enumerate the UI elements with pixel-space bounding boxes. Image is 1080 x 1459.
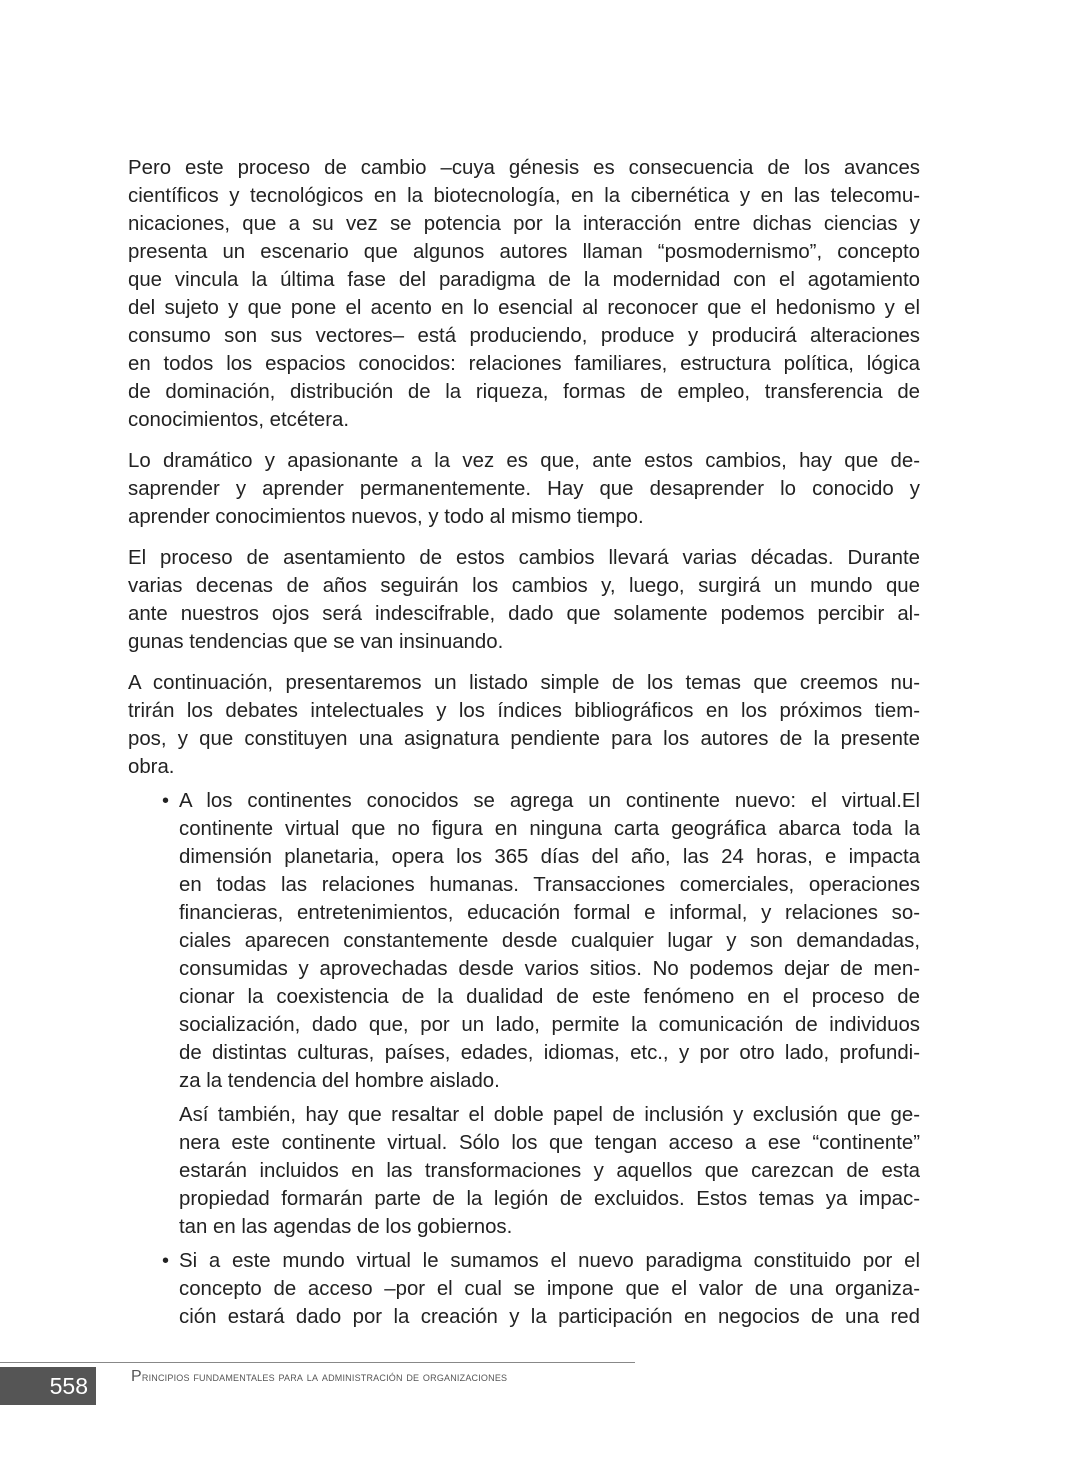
text-line: nicaciones, que a su vez se potencia por la interacción entre dichas ciencias y bbox=[128, 213, 920, 235]
bullet-icon: • bbox=[162, 790, 170, 812]
text-line: propiedad formarán parte de la legión de excluidos. Estos temas ya impac- bbox=[179, 1188, 920, 1210]
text-line: gunas tendencias que se van insinuando. bbox=[128, 631, 504, 653]
text-line: Si a este mundo virtual le sumamos el nuevo paradigma constituido por el bbox=[179, 1250, 920, 1272]
text-line: nera este continente virtual. Sólo los que tengan acceso a ese “continente” bbox=[179, 1132, 920, 1154]
text-line: tan en las agendas de los gobiernos. bbox=[179, 1216, 513, 1238]
text-line: ante nuestros ojos será indescifrable, dado que solamente podemos percibir al- bbox=[128, 603, 920, 625]
text-line: A los continentes conocidos se agrega un continente nuevo: el virtual.El bbox=[179, 790, 920, 812]
text-line: pos, y que constituyen una asignatura pendiente para los autores de la presente bbox=[128, 728, 920, 750]
text-line: Pero este proceso de cambio –cuya génesis es consecuencia de los avances bbox=[128, 157, 920, 179]
text-line: conocimientos, etcétera. bbox=[128, 409, 350, 431]
text-line: Así también, hay que resaltar el doble papel de inclusión y exclusión que ge- bbox=[179, 1104, 920, 1126]
footer-rule bbox=[0, 1362, 635, 1363]
text-line: A continuación, presentaremos un listado simple de los temas que creemos nu- bbox=[128, 672, 920, 694]
text-line: za la tendencia del hombre aislado. bbox=[179, 1070, 500, 1092]
text-line: varias decenas de años seguirán los cambios y, luego, surgirá un mundo que bbox=[128, 575, 920, 597]
list-item bbox=[179, 1101, 920, 1241]
text-line: ciales aparecen constantemente desde cualquier lugar y son demandadas, bbox=[179, 930, 920, 952]
text-line: científicos y tecnológicos en la biotecnología, en la cibernética y en las telecomu- bbox=[128, 185, 920, 207]
text-line: El proceso de asentamiento de estos cambios llevará varias décadas. Durante bbox=[128, 547, 920, 569]
paragraph bbox=[128, 154, 920, 434]
text-line: en todas las relaciones humanas. Transacciones comerciales, operaciones bbox=[179, 874, 920, 896]
list-item bbox=[162, 787, 920, 1095]
list-item bbox=[162, 1247, 920, 1331]
text-line: estarán incluidos en las transformaciones y aquellos que carezcan de esta bbox=[179, 1160, 920, 1182]
text-line: socialización, dado que, por un lado, permite la comunicación de individuos bbox=[179, 1014, 920, 1036]
paragraph bbox=[128, 447, 920, 531]
running-title: Principios fundamentales para la administración de organizaciones bbox=[131, 1368, 508, 1385]
body-text bbox=[128, 154, 920, 1337]
text-line: obra. bbox=[128, 756, 175, 778]
text-line: Lo dramático y apasionante a la vez es que, ante estos cambios, hay que de- bbox=[128, 450, 920, 472]
paragraph bbox=[128, 669, 920, 781]
text-line: saprender y aprender permanentemente. Hay que desaprender lo conocido y bbox=[128, 478, 920, 500]
text-line: concepto de acceso –por el cual se impone que el valor de una organiza- bbox=[179, 1278, 920, 1300]
text-line: financieras, entretenimientos, educación formal e informal, y relaciones so- bbox=[179, 902, 920, 924]
text-line: de distintas culturas, países, edades, idiomas, etc., y por otro lado, profundi- bbox=[179, 1042, 920, 1064]
text-line: aprender conocimientos nuevos, y todo al mismo tiempo. bbox=[128, 506, 644, 528]
paragraph bbox=[128, 544, 920, 656]
text-line: dimensión planetaria, opera los 365 días del año, las 24 horas, e impacta bbox=[179, 846, 920, 868]
page-number: 558 bbox=[0, 1367, 96, 1405]
text-line: trirán los debates intelectuales y los índices bibliográficos en los próximos tiem- bbox=[128, 700, 920, 722]
text-line: que vincula la última fase del paradigma de la modernidad con el agotamiento bbox=[128, 269, 920, 291]
text-line: de dominación, distribución de la riqueza, formas de empleo, transferencia de bbox=[128, 381, 920, 403]
text-line: continente virtual que no figura en ninguna carta geográfica abarca toda la bbox=[179, 818, 920, 840]
text-line: consumidas y aprovechadas desde varios sitios. No podemos dejar de men- bbox=[179, 958, 920, 980]
text-line: consumo son sus vectores– está produciendo, produce y producirá alteraciones bbox=[128, 325, 920, 347]
text-line: del sujeto y que pone el acento en lo esencial al reconocer que el hedonismo y el bbox=[128, 297, 920, 319]
text-line: en todos los espacios conocidos: relaciones familiares, estructura política, lógica bbox=[128, 353, 920, 375]
text-line: ción estará dado por la creación y la participación en negocios de una red bbox=[179, 1306, 920, 1328]
text-line: presenta un escenario que algunos autores llaman “posmodernismo”, concepto bbox=[128, 241, 920, 263]
bullet-icon: • bbox=[162, 1250, 170, 1272]
text-line: cionar la coexistencia de la dualidad de este fenómeno en el proceso de bbox=[179, 986, 920, 1008]
